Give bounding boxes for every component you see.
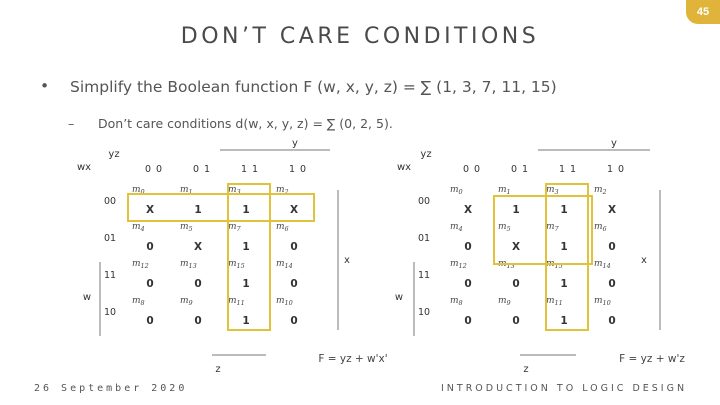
kmap-left-group-wx bbox=[128, 194, 314, 221]
kmap-right-minterm-label: $m_5$ bbox=[498, 222, 511, 233]
kmap-right-minterm-label: $m_{11}$ bbox=[546, 296, 563, 307]
kmap-right-cell-value: 0 bbox=[608, 241, 616, 253]
kmap-right-col-header: 0 0 bbox=[462, 164, 482, 175]
footer-date: 26 September 2020 bbox=[34, 383, 188, 394]
kmap-left-col-header: 1 0 bbox=[288, 164, 308, 175]
kmap-left-y-var: y bbox=[292, 138, 298, 149]
kmap-right-minterm-label: $m_3$ bbox=[546, 185, 559, 196]
sub-bullet bbox=[68, 116, 393, 131]
kmap-right-minterm-label: $m_{14}$ bbox=[594, 259, 611, 270]
kmap-right-minterm-label: $m_1$ bbox=[498, 185, 511, 196]
kmap-left-row-var-label: wx bbox=[76, 162, 92, 173]
kmap-right-row-var-label: wx bbox=[396, 162, 412, 173]
kmap-left-cell-value: X bbox=[193, 241, 203, 253]
kmap-left-col-header: 0 1 bbox=[192, 164, 212, 175]
kmap-left-minterm-label: $m_{10}$ bbox=[276, 296, 293, 307]
kmap-left-minterm-label: $m_5$ bbox=[180, 222, 193, 233]
kmap-left-cell-value: X bbox=[289, 204, 299, 216]
kmap-right-row-header: 00 bbox=[417, 196, 431, 207]
kmap-left-cell-value: X bbox=[145, 204, 155, 216]
kmap-right-cell-value: 1 bbox=[560, 315, 568, 327]
slide-title: DON’T CARE CONDITIONS bbox=[180, 24, 540, 49]
kmap-left-group-yz bbox=[228, 184, 270, 330]
kmap-left-cell-value: 1 bbox=[242, 315, 250, 327]
kmap-right-cell-value: 0 bbox=[464, 278, 472, 290]
kmap-right-cell-value: 0 bbox=[512, 278, 520, 290]
kmap-right-cell-value: 0 bbox=[464, 315, 472, 327]
kmap-left-minterm-label: $m_{13}$ bbox=[180, 259, 197, 270]
slide-number-badge: 45 bbox=[686, 0, 720, 24]
kmap-right-minterm-label: $m_9$ bbox=[498, 296, 511, 307]
bullet-text: Simplify the Boolean function F (w, x, y, z) = ∑ (1, 3, 7, 11, 15) bbox=[70, 78, 557, 96]
kmap-left-col-var-label: yz bbox=[108, 149, 120, 160]
kmap-right-y-var: y bbox=[611, 138, 617, 149]
kmap-right-row-header: 11 bbox=[417, 270, 431, 281]
kmap-right-cell-value: 0 bbox=[608, 315, 616, 327]
kmap-right-col-var-label: yz bbox=[420, 149, 432, 160]
kmap-left-minterm-label: $m_7$ bbox=[228, 222, 241, 233]
kmap-right-cell-value: 1 bbox=[560, 241, 568, 253]
kmap-left-minterm-label: $m_{15}$ bbox=[228, 259, 245, 270]
kmap-left-minterm-label: $m_9$ bbox=[180, 296, 193, 307]
kmap-right-cell-value: 0 bbox=[464, 241, 472, 253]
kmap-left-x-var: x bbox=[344, 255, 350, 266]
kmap-right-minterm-label: $m_{12}$ bbox=[450, 259, 467, 270]
kmap-right-x-var: x bbox=[641, 255, 647, 266]
kmap-right-row-header: 01 bbox=[417, 233, 431, 244]
footer-course: INTRODUCTION TO LOGIC DESIGN bbox=[441, 383, 688, 394]
kmap-left-minterm-label: $m_0$ bbox=[132, 185, 145, 196]
kmap-left-cell-value: 1 bbox=[242, 204, 250, 216]
kmap-left-cell-value: 0 bbox=[194, 315, 202, 327]
kmap-left-cell-value: 0 bbox=[290, 278, 298, 290]
kmap-right-col-header: 1 0 bbox=[606, 164, 626, 175]
kmap-right-minterm-label: $m_{10}$ bbox=[594, 296, 611, 307]
kmap-right-cell-value: 1 bbox=[512, 204, 520, 216]
kmap-left-cell-value: 1 bbox=[242, 278, 250, 290]
kmap-left-minterm-label: $m_6$ bbox=[276, 222, 289, 233]
sub-bullet-marker: – bbox=[68, 116, 75, 131]
kmap-left-minterm-label: $m_8$ bbox=[132, 296, 145, 307]
kmap-left-cell-value: 1 bbox=[194, 204, 202, 216]
kmap-right-result: F = yz + w'z bbox=[619, 353, 685, 365]
kmap-right-minterm-label: $m_{13}$ bbox=[498, 259, 515, 270]
kmap-left-col-header: 0 0 bbox=[144, 164, 164, 175]
kmap-right-w-var: w bbox=[394, 292, 404, 303]
kmap-right-cell-value: 0 bbox=[512, 315, 520, 327]
kmap-right-col-header: 1 1 bbox=[558, 164, 578, 175]
kmap-right-minterm-label: $m_2$ bbox=[594, 185, 607, 196]
sub-bullet-text: Don’t care conditions d(w, x, y, z) = ∑ (0, 2, 5). bbox=[98, 116, 393, 131]
kmap-left-minterm-label: $m_{12}$ bbox=[132, 259, 149, 270]
kmap-left-cell-value: 0 bbox=[194, 278, 202, 290]
kmap-left-cell-value: 0 bbox=[146, 315, 154, 327]
kmap-left-cell-value: 1 bbox=[242, 241, 250, 253]
kmap-right-cell-value: X bbox=[511, 241, 521, 253]
kmap-right-cell-value: 0 bbox=[608, 278, 616, 290]
kmap-left-w-var: w bbox=[82, 292, 92, 303]
kmap-left-minterm-label: $m_4$ bbox=[132, 222, 145, 233]
kmap-right-group-wz bbox=[494, 196, 592, 264]
kmap-left-minterm-label: $m_3$ bbox=[228, 185, 241, 196]
kmap-left-cell-value: 0 bbox=[290, 315, 298, 327]
kmap-left-result: F = yz + w'x' bbox=[318, 353, 388, 365]
kmap-left-minterm-label: $m_1$ bbox=[180, 185, 193, 196]
kmap-left-minterm-label: $m_2$ bbox=[276, 185, 289, 196]
kmap-left-row-header: 10 bbox=[103, 307, 117, 318]
kmap-left-cell-value: 0 bbox=[146, 278, 154, 290]
kmap-right-cell-value: 1 bbox=[560, 278, 568, 290]
kmap-right-minterm-label: $m_{15}$ bbox=[546, 259, 563, 270]
kmap-right-minterm-label: $m_4$ bbox=[450, 222, 463, 233]
kmap-right-col-header: 0 1 bbox=[510, 164, 530, 175]
kmap-left-row-header: 00 bbox=[103, 196, 117, 207]
kmap-right-minterm-label: $m_0$ bbox=[450, 185, 463, 196]
kmap-right-minterm-label: $m_8$ bbox=[450, 296, 463, 307]
kmap-right-cell-value: X bbox=[463, 204, 473, 216]
kmap-right-minterm-label: $m_7$ bbox=[546, 222, 559, 233]
kmap-right-z-var: z bbox=[523, 364, 529, 375]
kmap-right-row-header: 10 bbox=[417, 307, 431, 318]
bullet-marker: • bbox=[40, 77, 50, 95]
kmap-left-cell-value: 0 bbox=[146, 241, 154, 253]
kmap-right-minterm-label: $m_6$ bbox=[594, 222, 607, 233]
kmap-left-row-header: 01 bbox=[103, 233, 117, 244]
kmap-left-col-header: 1 1 bbox=[240, 164, 260, 175]
kmap-left-minterm-label: $m_{14}$ bbox=[276, 259, 293, 270]
kmap-right-group-yz bbox=[546, 184, 588, 330]
kmap-left-z-var: z bbox=[215, 364, 221, 375]
kmap-right-cell-value: 1 bbox=[560, 204, 568, 216]
kmap-left-cell-value: 0 bbox=[290, 241, 298, 253]
kmap-left-minterm-label: $m_{11}$ bbox=[228, 296, 245, 307]
kmap-right-cell-value: X bbox=[607, 204, 617, 216]
kmap-left-row-header: 11 bbox=[103, 270, 117, 281]
